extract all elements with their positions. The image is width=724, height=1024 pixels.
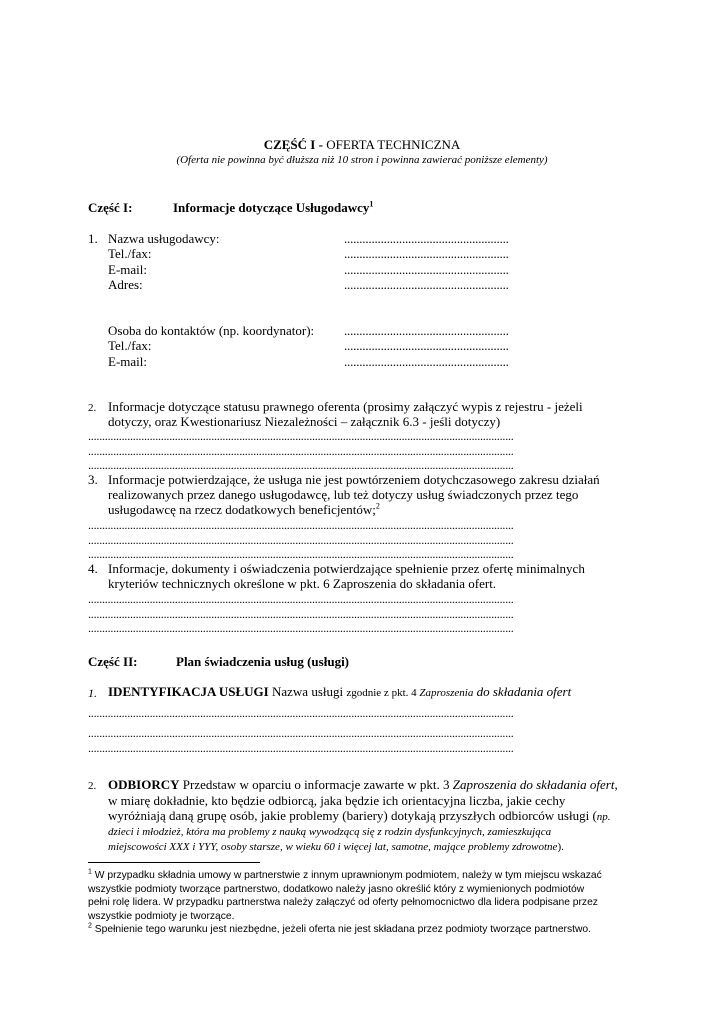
answer-line: ........................................................................................................................................................ [88,518,514,532]
fill-dots-contact: ...................................................... [344,323,509,338]
fill-dots-email: ...................................................... [344,262,509,277]
footnote-ref-2: 2 [375,501,380,511]
title-rest: OFERTA TECHNICZNA [326,137,461,152]
item2-line2: dotyczy, oraz Kwestionariusz Niezależności – załącznik 6.3 - jeśli dotyczy) [108,414,501,429]
section1-label: Część I: [88,200,133,215]
footnote-2-number: 2 [88,922,92,930]
item1-number: 1. [88,231,98,246]
field-label-address: Adres: [108,277,143,292]
s2item1-text2: zgodnie z pkt. 4 [346,687,420,699]
footnote-1-line [88,869,602,883]
answer-line: ........................................................................................................................................................ [88,621,514,635]
footnote-1-line: wszystkie podmioty je tworzące. [88,910,235,922]
field-label-telfax: Tel./fax: [108,246,152,261]
fill-dots-telfax: ...................................................... [344,246,509,261]
footnote-1-line: wszystkie podmioty tworzące partnerstwo, dodatkowo należy jasno określić który z wymienionych podmiotów [88,883,585,895]
s2item2-line5-end: ). [557,841,564,853]
item4-line2: kryteriów technicznych określone w pkt. 6 Zaproszenia do składania ofert. [108,576,497,591]
s2item2-line3-ital: np. [596,811,611,823]
field-label-contact: Osoba do kontaktów (np. koordynator): [108,323,315,338]
s2item2-line2: w miarę dokładnie, kto będzie odbiorcą, jaka będzie ich orientacyjna liczba, jakie cechy [108,793,566,808]
s2item2-line1-text: Przedstaw w oparciu o informacje zawarte w pkt. 3 [179,777,453,792]
item4-line1: Informacje, dokumenty i oświadczenia potwierdzające spełnienie przez ofertę minimalnych [108,561,585,576]
s2item2-line1-ital: Zaproszenia do składania ofert [452,777,615,792]
footnote-1-line: pełni rolę lidera. W przypadku partnerstwa należy załączyć od oferty pełnomocnictwo dla lidera podpisane przez [88,897,598,908]
section1-heading [173,200,373,216]
s2item2-line4: dzieci i młodzież, która ma problemy z nauką wywodzącą się z rodzin dysfunkcyjnych, zamieszkująca [108,826,552,838]
answer-line: ........................................................................................................................................................ [88,706,514,720]
page-title [0,137,724,153]
s2item1-bold: IDENTYFIKACJA USŁUGI [108,684,269,699]
answer-line: ........................................................................................................................................................ [88,458,514,472]
item3-line3-text: usługodawcę na rzecz dodatkowych beneficjentów; [108,502,376,517]
section2-label: Część II: [88,654,138,669]
s2item1-number: 1. [88,686,97,700]
footnote-2 [88,923,591,937]
field-label-contact-email: E-mail: [108,354,147,369]
footnote-2-text: Spełnienie tego warunku jest niezbędne, jeżeli oferta nie jest składana przez podmioty tworzące partnerstwo. [91,924,592,935]
s2item1-text1: Nazwa usługi [268,684,347,699]
s2item2-line1 [108,777,618,793]
footnote-ref-1: 1 [369,199,374,209]
s2item2-line3 [108,808,611,825]
fill-dots-name: ...................................................... [344,231,509,246]
footnote-1-line-text: W przypadku składnia umowy w partnerstwie z innym uprawnionym podmiotem, należy w tym miejscu wskazać [91,870,602,881]
page-subtitle: (Oferta nie powinna być dłuższa niż 10 stron i powinna zawierać poniższe elementy) [176,154,548,166]
field-label-name: Nazwa usługodawcy: [108,231,220,246]
item4-number: 4. [88,561,98,576]
item3-number: 3. [88,472,98,487]
s2item2-line5 [108,840,564,854]
answer-line: ........................................................................................................................................................ [88,607,514,621]
s2item1-ital2: do składania ofert [473,684,572,699]
footnote-separator [88,862,260,863]
answer-line: ........................................................................................................................................................ [88,726,514,740]
fill-dots-address: ...................................................... [344,277,509,292]
footnote-1-number: 1 [88,868,92,876]
item3-line2: realizowanych przez danego usługodawcę, lub też dotyczy usług świadczonych przez tego [108,487,579,502]
answer-line: ........................................................................................................................................................ [88,741,514,755]
s2item2-line1-end: , [614,777,618,792]
answer-line: ........................................................................................................................................................ [88,533,514,547]
footnote-1 [88,869,602,923]
section2-heading: Plan świadczenia usług (usługi) [176,654,350,669]
section1-heading-text: Informacje dotyczące Usługodawcy [173,200,370,215]
s2item2-line5-ital: miejscowości XXX i YYY, osoby starsze, w wieku 60 i więcej lat, samotne, mające problemy zdrowotne [108,841,558,853]
s2item2-number: 2. [88,780,97,792]
item2-line1: Informacje dotyczące statusu prawnego oferenta (prosimy załączyć wypis z rejestru - jeżeli [108,399,583,414]
fill-dots-contact-email: ...................................................... [344,354,509,369]
title-bold: CZĘŚĆ I - [263,137,327,152]
answer-line: ........................................................................................................................................................ [88,547,514,561]
item2-number: 2. [88,402,97,414]
item3-line3 [108,502,380,518]
field-label-email: E-mail: [108,262,147,277]
field-label-contact-telfax: Tel./fax: [108,338,152,353]
s2item2-bold: ODBIORCY [108,777,180,792]
s2item1-ital1: Zaproszenia [419,687,474,699]
answer-line: ........................................................................................................................................................ [88,444,514,458]
item3-line1: Informacje potwierdzające, że usługa nie jest powtórzeniem dotychczasowego zakresu działań [108,472,600,487]
s2item1-line [108,684,571,701]
fill-dots-contact-telfax: ...................................................... [344,338,509,353]
s2item2-line3-text: wyróżniają daną grupę osób, jakie problemy (bariery) dotykają przyszłych odbiorców usługi ( [108,808,597,823]
answer-line: ........................................................................................................................................................ [88,592,514,606]
answer-line: ........................................................................................................................................................ [88,429,514,443]
